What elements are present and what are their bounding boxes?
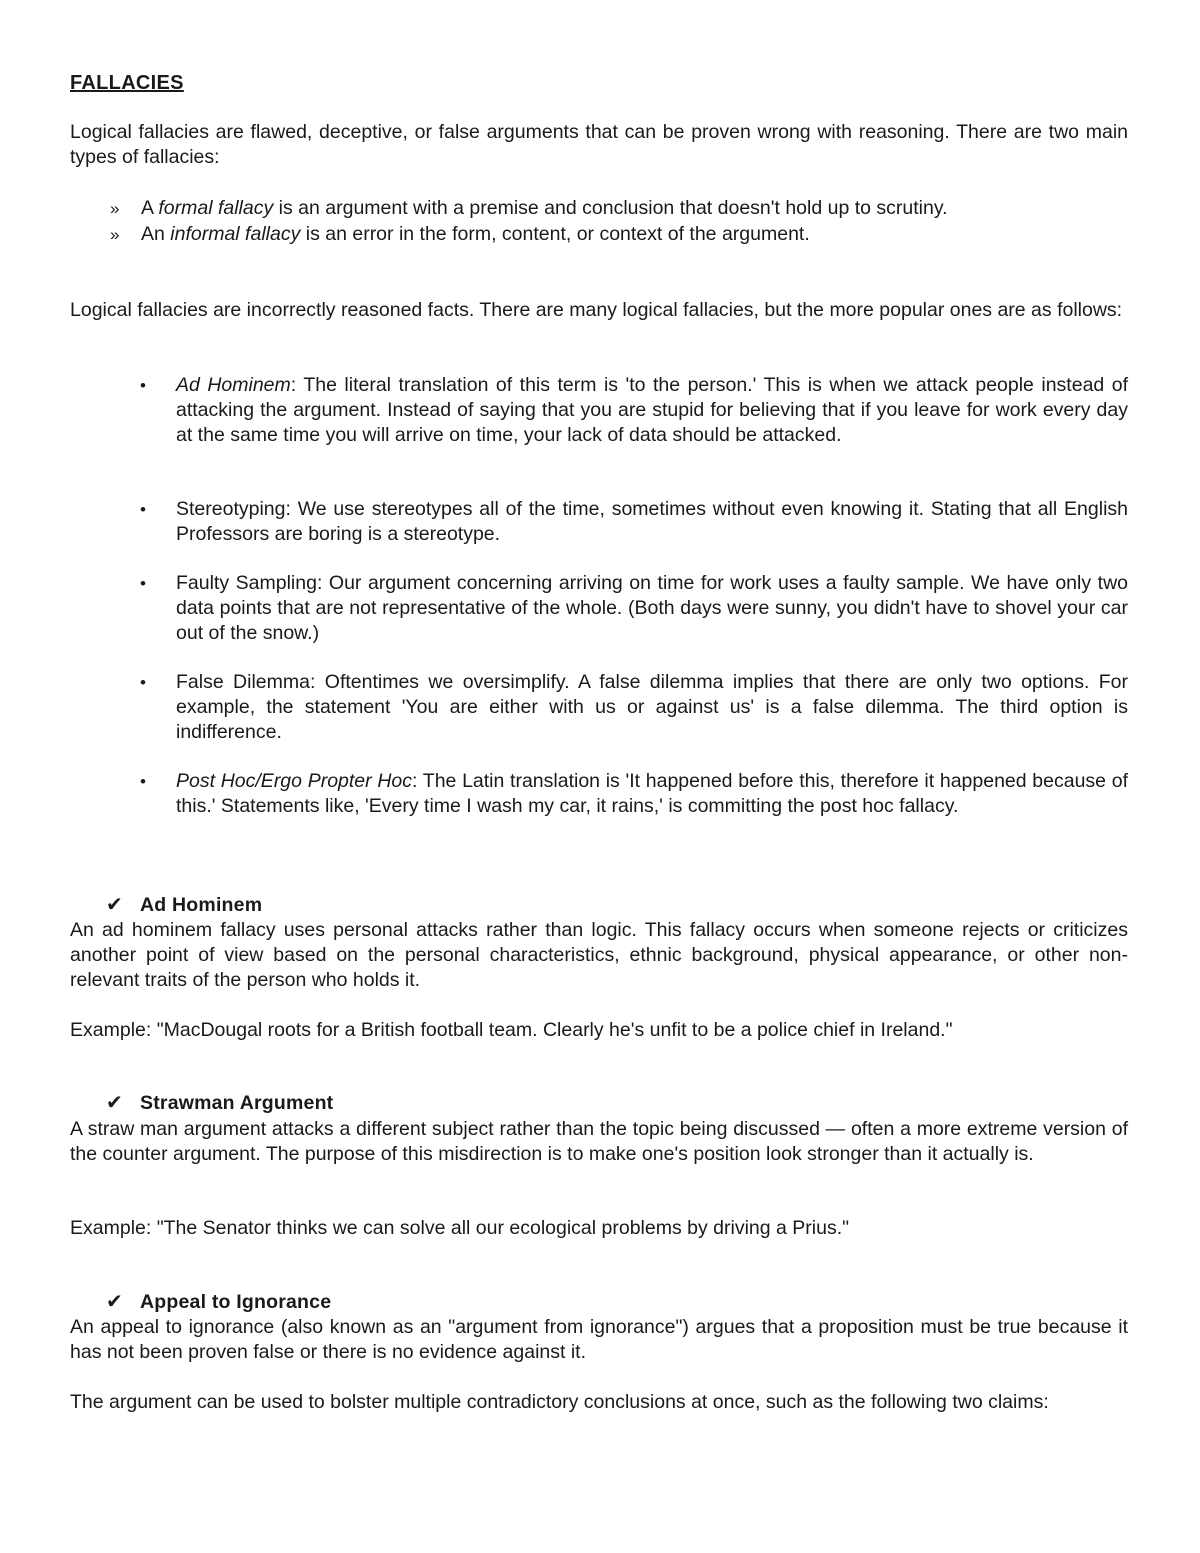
section-heading-strawman: ✔ Strawman Argument: [106, 1092, 334, 1114]
bullet-icon: •: [140, 673, 146, 692]
bullet-icon: •: [140, 376, 146, 395]
bullet-icon: •: [140, 500, 146, 519]
term-formal-fallacy: formal fallacy: [158, 197, 274, 219]
section-example-strawman: Example: "The Senator thinks we can solve all our ecological problems by driving a Prius.": [70, 1217, 850, 1239]
checkmark-icon: ✔: [106, 1092, 123, 1114]
list-item-stereotyping: • Stereotyping: We use stereotypes all of the time, sometimes without even knowing it. Stating that all English Professors are boring is a stereotype.: [140, 498, 1128, 545]
list-item-faulty-sampling: • Faulty Sampling: Our argument concerning arriving on time for work uses a faulty sample. We have only two data points that are not representative of the whole. (Both days were sunny, you didn't have to shovel your car out of the snow.): [140, 572, 1128, 644]
section-heading-ad-hominem: ✔ Ad Hominem: [106, 894, 263, 916]
section-heading-appeal-to-ignorance: ✔ Appeal to Ignorance: [106, 1291, 332, 1313]
checkmark-icon: ✔: [106, 1291, 123, 1313]
term-informal-fallacy: informal fallacy: [170, 223, 301, 245]
checkmark-icon: ✔: [106, 894, 123, 916]
bullet-icon: •: [140, 772, 146, 791]
list-item-post-hoc: • Post Hoc/Ergo Propter Hoc: The Latin translation is 'It happened before this, therefore it happened because of this.' Statements like, 'Every time I wash my car, it rains,' is committing the post hoc fallacy.: [140, 770, 1128, 817]
document-page: FALLACIES Logical fallacies are flawed, deceptive, or false arguments that can be proven wrong with reasoning. There are two main types of fallacies: » A formal fallacy is an argument with a premise and conclusion that doesn't hold up to scrutiny. » An informal fallacy is an error in the form, content, or context of the argument. Logical fallacies are incorrectly reasoned facts. There are many logical fallacies, but the more popular ones are as follows: • Ad Hominem: The literal translation of this term is 'to the person.' This is when we attack people instead of attacking the argument. Instead of saying that you are stupid for believing that if you leave for work every day at the same time you will arrive on time, your lack of data should be attacked. • Stereotyping: We use stereotypes all of the time, sometimes without even knowing it. Stating that all English Professors are boring is a stereotype. • Faulty Sampling: Our argument concerning arriving on time for work uses a faulty sample. We have only two data points that are not representative of the whole. (Both days were sunny, you didn't have to shovel your car out of the snow.) • False Dilemma: Oftentimes we oversimplify. A false dilemma implies that there are only two options. For example, the statement 'You are either with us or against us' is a false dilemma. The third option is indifference. • Post Hoc/Ergo Propter Hoc: The Latin translation is 'It happened before this, therefore it happened because of this.' Statements like, 'Every time I wash my car, it rains,' is committing the post hoc fallacy. ✔ Ad Hominem An ad hominem fallacy uses personal attacks rather than logic. This fallacy occurs when someone rejects or criticizes another point of view based on the personal characteristics, ethnic background, physical appearance, or other non-relevant traits of the person who holds it. Example: "MacDougal roots for a British football team. Clearly he's unfit to be a police chief in Ireland." ✔ Strawman Argument A straw man argument attacks a different subject rather than the topic being discussed — often a more extreme version of the counter argument. The purpose of this misdirection is to make one's position look stronger than it actually is. Example: "The Senator thinks we can solve all our ecological problems by driving a Prius." ✔ Appeal to Ignorance An appeal to ignorance (also known as an "argument from ignorance") argues that a proposition must be true because it has not been proven false or there is no evidence against it. The argument can be used to bolster multiple contradictory conclusions at once, such as the following two claims:: [70, 72, 1128, 1413]
intro-paragraph: Logical fallacies are flawed, deceptive, or false arguments that can be proven wrong with reasoning. There are two main types of fallacies:: [70, 121, 1128, 168]
section-body-appeal-to-ignorance: An appeal to ignorance (also known as an "argument from ignorance") argues that a proposition must be true because it has not been proven false or there is no evidence against it.: [70, 1316, 1128, 1363]
chevron-right-icon: »: [110, 199, 120, 218]
page-title: FALLACIES: [70, 72, 184, 94]
section-example-appeal-to-ignorance: The argument can be used to bolster multiple contradictory conclusions at once, such as the following two claims:: [70, 1391, 1049, 1413]
section-body-ad-hominem: An ad hominem fallacy uses personal attacks rather than logic. This fallacy occurs when someone rejects or criticizes another point of view based on the personal characteristics, ethnic background, physical appearance, or other non-relevant traits of the person who holds it.: [70, 919, 1128, 991]
section-example-ad-hominem: Example: "MacDougal roots for a British football team. Clearly he's unfit to be a police chief in Ireland.": [70, 1019, 953, 1041]
list-item-ad-hominem: • Ad Hominem: The literal translation of this term is 'to the person.' This is when we attack people instead of attacking the argument. Instead of saying that you are stupid for believing that if you leave for work every day at the same time you will arrive on time, your lack of data should be attacked.: [140, 374, 1128, 446]
section-body-strawman: A straw man argument attacks a different subject rather than the topic being discussed — often a more extreme version of the counter argument. The purpose of this misdirection is to make one's position look stronger than it actually is.: [70, 1118, 1128, 1165]
intro-paragraph-2: Logical fallacies are incorrectly reasoned facts. There are many logical fallacies, but the more popular ones are as follows:: [70, 299, 1123, 321]
list-item-false-dilemma: • False Dilemma: Oftentimes we oversimplify. A false dilemma implies that there are only two options. For example, the statement 'You are either with us or against us' is a false dilemma. The third option is indifference.: [140, 671, 1128, 743]
bullet-icon: •: [140, 574, 146, 593]
chevron-right-icon: »: [110, 225, 120, 244]
